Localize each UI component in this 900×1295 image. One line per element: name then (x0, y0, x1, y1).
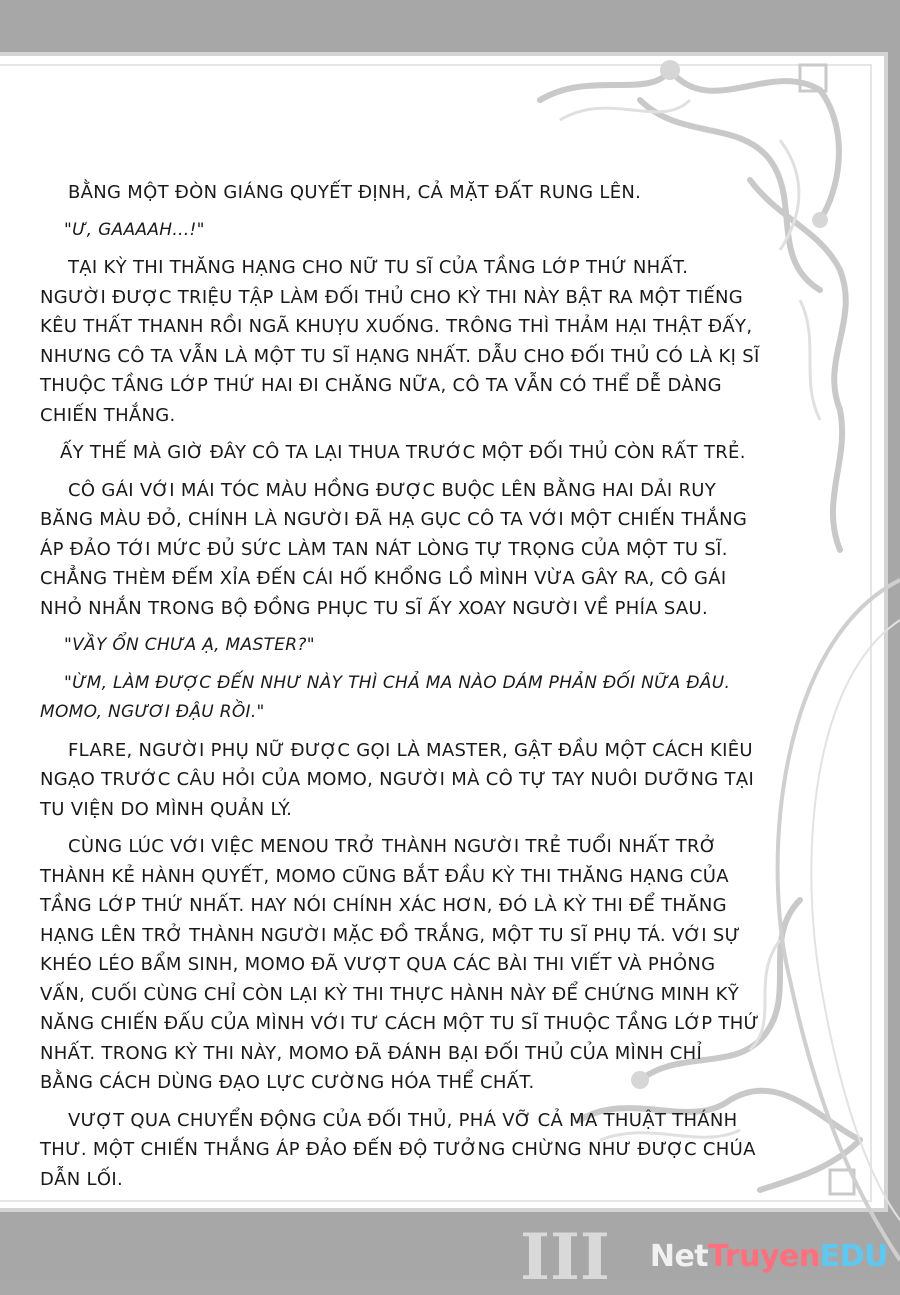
paragraph-4: CÔ GÁI VỚI MÁI TÓC MÀU HỒNG ĐƯỢC BUỘC LÊN BẰNG HAI DẢI RUY BĂNG MÀU ĐỎ, CHÍNH LÀ NGƯỜI ĐÃ HẠ GỤC CÔ TA VỚI MỘT CHIẾN THẮNG ÁP ĐẢO TỚI MỨC ĐỦ SỨC LÀM TAN NÁT LÒNG TỰ TRỌNG CỦA MỘT TU SĨ. CHẲNG THÈM ĐẾM XỈA ĐẾN CÁI HỐ KHỔNG LỒ MÌNH VỪA GÂY RA, CÔ GÁI NHỎ NHẮN TRONG BỘ ĐỒNG PHỤC TU SĨ ẤY XOAY NGƯỜI VỀ PHÍA SAU. (40, 479, 748, 619)
paragraph-5: FLARE, NGƯỜI PHỤ NỮ ĐƯỢC GỌI LÀ MASTER, GẬT ĐẦU MỘT CÁCH KIÊU NGẠO TRƯỚC CÂU HỎI CỦA MOMO, NGƯỜI MÀ CÔ TỰ TAY NUÔI DƯỠNG TẠI TU VIỆN DO MÌNH QUẢN LÝ. (40, 739, 755, 820)
dialogue-2: "VẦY ỔN CHƯA Ạ, MASTER?" (64, 635, 315, 655)
dialogue-1: "Ư, GAAAAH...!" (64, 219, 205, 240)
watermark-part-truyen: Truyen (708, 1239, 820, 1274)
story-text (40, 178, 760, 1202)
paragraph-7: VƯỢT QUA CHUYỂN ĐỘNG CỦA ĐỐI THỦ, PHÁ VỠ CẢ MA THUẬT THÁNH THƯ. MỘT CHIẾN THẮNG ÁP ĐẢO ĐẾN ĐỘ TƯỞNG CHỪNG NHƯ ĐƯỢC CHÚA DẪN LỐI. (40, 1109, 756, 1190)
watermark-part-edu: EDU (819, 1239, 888, 1274)
paragraph-2: TẠI KỲ THI THĂNG HẠNG CHO NỮ TU SĨ CỦA TẦNG LỚP THỨ NHẤT. NGƯỜI ĐƯỢC TRIỆU TẬP LÀM ĐỐI THỦ CHO KỲ THI NÀY BẬT RA MỘT TIẾNG KÊU THẤT THANH RỒI NGÃ KHUỴU XUỐNG. TRÔNG THÌ THẢM HẠI THẬT ĐẤY, NHƯNG CÔ TA VẪN LÀ MỘT TU SĨ HẠNG NHẤT. DẪU CHO ĐỐI THỦ CÓ LÀ KỊ SĨ THUỘC TẦNG LỚP THỨ HAI ĐI CHĂNG NỮA, CÔ TA VẪN CÓ THỂ DỄ DÀNG CHIẾN THẮNG. (40, 257, 760, 426)
paragraph-1: BẰNG MỘT ĐÒN GIÁNG QUYẾT ĐỊNH, CẢ MẶT ĐẤT RUNG LÊN. (68, 182, 642, 203)
watermark-part-net: Net (649, 1239, 709, 1274)
paragraph-6: CÙNG LÚC VỚI VIỆC MENOU TRỞ THÀNH NGƯỜI TRẺ TUỔI NHẤT TRỞ THÀNH KẺ HÀNH QUYẾT, MOMO CŨNG BẮT ĐẦU KỲ THI THĂNG HẠNG CỦA TẦNG LỚP THỨ NHẤT. HAY NÓI CHÍNH XÁC HƠN, ĐÓ LÀ KỲ THI ĐỂ THĂNG HẠNG LÊN TRỞ THÀNH NGƯỜI MẶC ĐỒ TRẮNG, MỘT TU SĨ PHỤ TÁ. VỚI SỰ KHÉO LÉO BẨM SINH, MOMO ĐÃ VƯỢT QUA CÁC BÀI THI VIẾT VÀ PHỎNG VẤN, CUỐI CÙNG CHỈ CÒN LẠI KỲ THI THỰC HÀNH NÀY ĐỂ CHỨNG MINH KỸ NĂNG CHIẾN ĐẤU CỦA MÌNH VỚI TƯ CÁCH MỘT TU SĨ THUỘC TẦNG LỚP THỨ NHẤT. TRONG KỲ THI NÀY, MOMO ĐÃ ĐÁNH BẠI ĐỐI THỦ CỦA MÌNH CHỈ BẰNG CÁCH DÙNG ĐẠO LỰC CƯỜNG HÓA THỂ CHẤT. (40, 836, 760, 1093)
paragraph-3: ẤY THẾ MÀ GIỜ ĐÂY CÔ TA LẠI THUA TRƯỚC MỘT ĐỐI THỦ CÒN RẤT TRẺ. (60, 442, 746, 463)
dialogue-3: "ỪM, LÀM ĐƯỢC ĐẾN NHƯ NÀY THÌ CHẢ MA NÀO DÁM PHẢN ĐỐI NỮA ĐÂU. MOMO, NGƯƠI ĐẬU RỒI." (40, 672, 731, 722)
site-watermark (650, 1239, 888, 1274)
clock-numeral: III (520, 1220, 610, 1295)
